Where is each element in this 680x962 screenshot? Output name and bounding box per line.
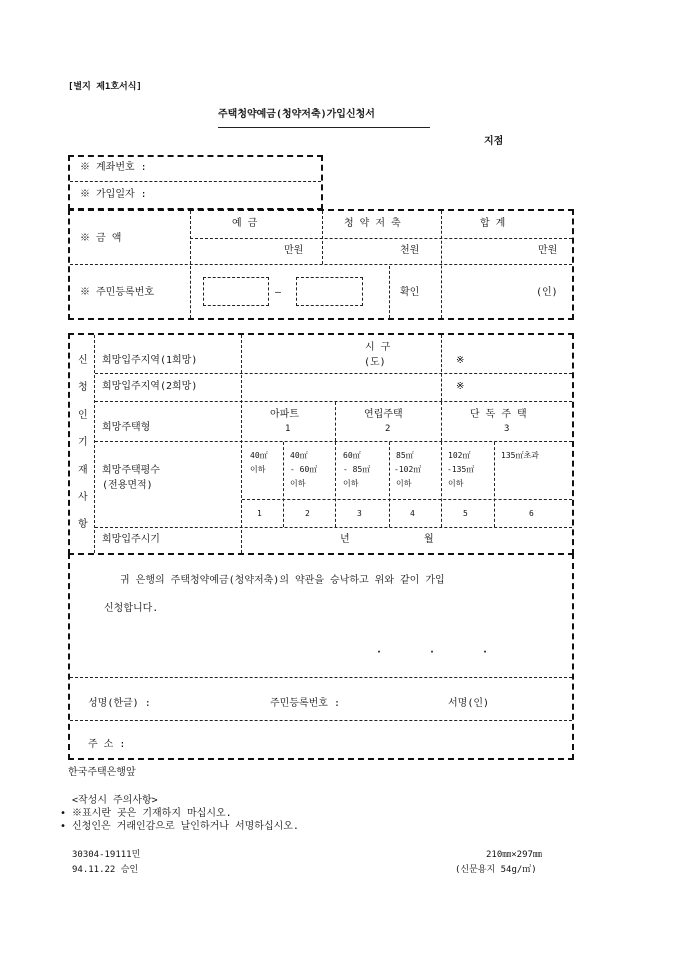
region-2-label: 희망입주지역(2희망) — [102, 381, 198, 392]
signature-field[interactable]: 서명(인) — [448, 698, 490, 709]
page-title: 주택청약예금(청약저축)가입신청서 — [218, 109, 375, 120]
divider — [70, 264, 572, 265]
divider — [70, 181, 321, 182]
divider — [389, 442, 390, 527]
divider — [190, 266, 191, 318]
region-1-label: 희망입주지역(1희망) — [102, 355, 198, 366]
divider — [441, 335, 442, 401]
size-option-4[interactable]: 85㎡ — [396, 451, 414, 460]
divider — [70, 677, 572, 678]
move-in-year-field[interactable]: 년 — [340, 534, 350, 545]
divider — [335, 442, 336, 527]
province-label: (도) — [364, 357, 386, 368]
divider — [389, 266, 390, 318]
declaration-line-1: 귀 은행의 주택청약예금(청약저축)의 약관을 승낙하고 위와 같이 가입 — [120, 575, 445, 586]
region-1-asterisk: ※ — [456, 355, 465, 366]
type-row-house-num: 2 — [385, 424, 391, 434]
city-district-label: 시 구 — [365, 342, 391, 353]
type-row-house[interactable]: 연립주택 — [364, 409, 403, 420]
side-label-char: 항 — [78, 519, 88, 530]
divider — [70, 720, 572, 721]
seal-field[interactable]: (인) — [536, 287, 558, 298]
divider — [335, 402, 336, 441]
divider — [441, 442, 442, 527]
divider — [242, 499, 572, 500]
form-code: 30304-19111민 — [72, 850, 141, 860]
size-option-2-num: 2 — [305, 509, 310, 518]
size-option-2-line3: 이하 — [290, 479, 306, 488]
size-option-6[interactable]: 135㎡초과 — [501, 451, 539, 460]
form-number: [별지 제1호서식] — [68, 82, 142, 92]
type-detached[interactable]: 단 독 주 택 — [470, 409, 527, 420]
type-detached-num: 3 — [504, 424, 510, 434]
size-option-3-line2: - 85㎡ — [343, 465, 371, 474]
amount-label: ※ 금 액 — [80, 233, 122, 244]
note-bullet: • — [60, 821, 67, 832]
applicant-section — [68, 333, 574, 555]
applicant-id-field[interactable]: 주민등록번호 : — [270, 698, 341, 709]
size-option-1-line2: 이하 — [250, 465, 266, 474]
notes-title: <작성시 주의사항> — [72, 795, 158, 806]
size-option-5-num: 5 — [463, 509, 468, 518]
divider — [241, 335, 242, 553]
deposit-amount-field[interactable]: 만원 — [284, 245, 304, 256]
savings-col-header: 청 약 저 축 — [344, 218, 401, 229]
date-dot: · — [429, 647, 436, 658]
divider — [95, 401, 572, 402]
confirm-label: 확인 — [400, 287, 420, 298]
approval-date: 94.11.22 승인 — [72, 865, 139, 875]
size-sublabel: (전용면적) — [102, 480, 153, 491]
title-underline — [218, 127, 430, 128]
size-option-1[interactable]: 40㎡ — [250, 451, 268, 460]
account-number-field[interactable]: ※ 계좌번호 : — [80, 162, 147, 173]
resident-id-back-input[interactable] — [296, 277, 363, 306]
date-dot: · — [482, 647, 489, 658]
join-date-field[interactable]: ※ 가입일자 : — [80, 189, 147, 200]
paper-type: (신문용지 54g/㎡) — [455, 865, 537, 875]
declaration-line-2: 신청합니다. — [104, 603, 159, 614]
type-apartment-num: 1 — [285, 424, 291, 434]
resident-id-front-input[interactable] — [203, 277, 269, 306]
size-option-1-num: 1 — [257, 509, 262, 518]
side-label-char: 신 — [78, 355, 88, 366]
note-item-2: 신청인은 거래인감으로 날인하거나 서명하십시오. — [72, 821, 299, 832]
side-label-char: 인 — [78, 410, 88, 421]
side-label-char: 기 — [78, 437, 88, 448]
id-separator: — — [275, 287, 282, 298]
divider — [94, 335, 95, 553]
size-option-3[interactable]: 60㎡ — [343, 451, 361, 460]
size-option-5-line2: -135㎡ — [447, 465, 475, 474]
savings-amount-field[interactable]: 천원 — [400, 245, 420, 256]
size-option-5-line3: 이하 — [448, 479, 464, 488]
size-option-4-line2: -102㎡ — [394, 465, 422, 474]
deposit-col-header: 예 금 — [232, 218, 258, 229]
size-option-3-num: 3 — [357, 509, 362, 518]
divider — [494, 442, 495, 527]
name-field[interactable]: 성명(한글) : — [88, 698, 151, 709]
note-item-1: ※표시란 곳은 기재하지 마십시오. — [72, 808, 232, 819]
paper-size: 210㎜×297㎜ — [486, 850, 542, 860]
date-dot: · — [376, 647, 383, 658]
size-option-2-line2: - 60㎡ — [290, 465, 318, 474]
side-label-char: 청 — [78, 382, 88, 393]
total-col-header: 합 계 — [480, 218, 506, 229]
move-in-month-field[interactable]: 월 — [424, 534, 434, 545]
region-2-asterisk: ※ — [456, 381, 465, 392]
size-option-3-line3: 이하 — [343, 479, 359, 488]
divider — [190, 238, 572, 239]
address-field[interactable]: 주 소 : — [88, 739, 126, 750]
divider — [283, 442, 284, 527]
move-in-time-label: 희망입주시기 — [102, 534, 160, 545]
total-amount-field[interactable]: 만원 — [538, 245, 558, 256]
size-option-6-num: 6 — [529, 509, 534, 518]
divider — [95, 527, 572, 528]
note-bullet: • — [60, 808, 67, 819]
size-option-4-line3: 이하 — [396, 479, 412, 488]
size-label: 희망주택평수 — [102, 465, 160, 476]
type-apartment[interactable]: 아파트 — [270, 409, 299, 420]
size-option-5[interactable]: 102㎡ — [448, 451, 471, 460]
housing-type-label: 희망주택형 — [102, 422, 151, 433]
bank-name: 한국주택은행앞 — [68, 767, 136, 778]
divider — [95, 441, 572, 442]
divider — [441, 402, 442, 441]
side-label-char: 사 — [78, 492, 88, 503]
size-option-2[interactable]: 40㎡ — [290, 451, 308, 460]
size-option-4-num: 4 — [410, 509, 415, 518]
resident-id-label: ※ 주민등록번호 — [80, 287, 154, 298]
divider — [95, 373, 572, 374]
side-label-char: 재 — [78, 465, 88, 476]
branch-label: 지점 — [484, 136, 504, 147]
